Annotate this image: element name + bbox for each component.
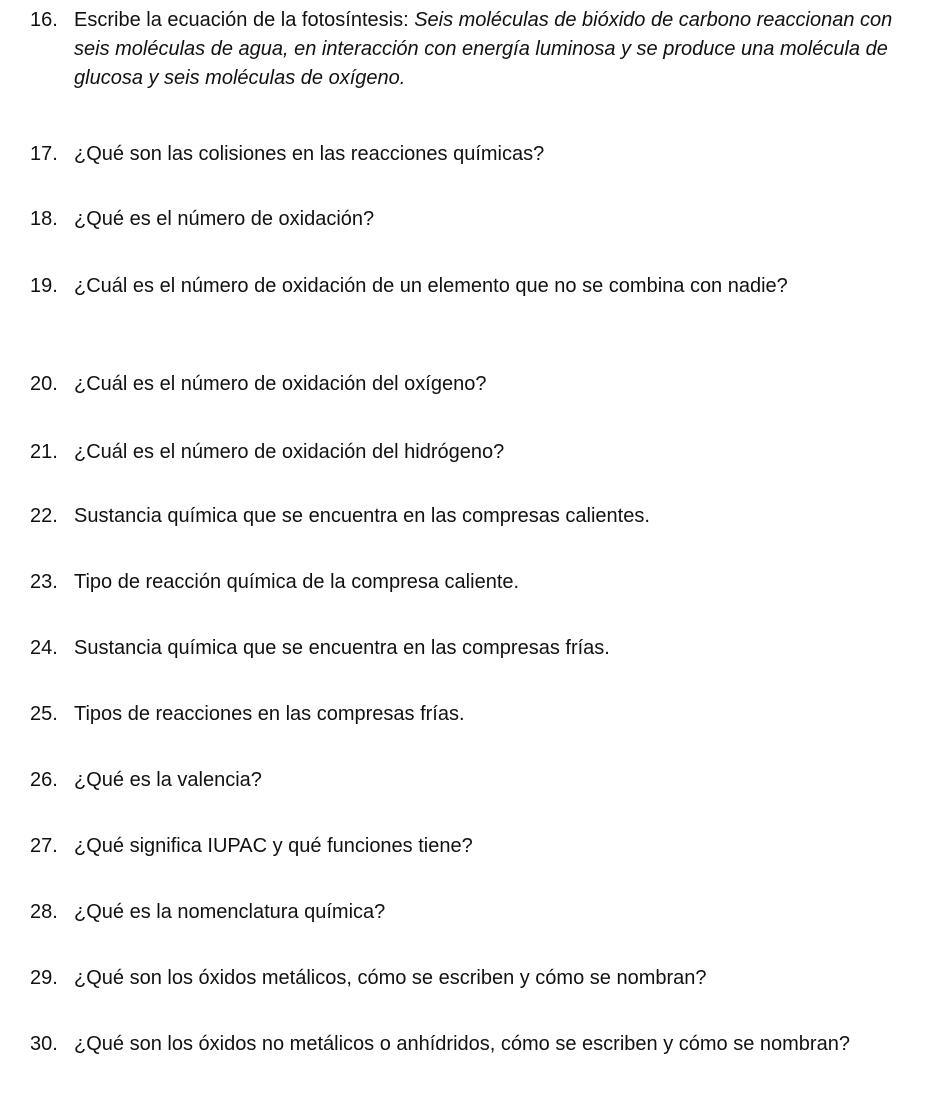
question-20 [30, 370, 920, 399]
question-text: ¿Qué es el número de oxidación? [74, 208, 375, 230]
question-29 [30, 964, 920, 993]
question-number: 18. [30, 208, 58, 230]
question-22 [30, 502, 920, 531]
question-19 [30, 272, 920, 301]
question-25 [30, 700, 920, 729]
question-text: Sustancia química que se encuentra en las compresas frías. [74, 637, 610, 659]
question-number: 19. [30, 275, 58, 297]
question-number: 26. [30, 769, 58, 791]
question-text: ¿Qué son las colisiones en las reacciones químicas? [74, 143, 545, 165]
question-number: 24. [30, 637, 58, 659]
question-number: 17. [30, 143, 58, 165]
question-number: 29. [30, 967, 58, 989]
question-number: 22. [30, 505, 58, 527]
question-28 [30, 898, 920, 927]
question-16 [30, 6, 920, 93]
question-text: ¿Cuál es el número de oxidación del hidrógeno? [74, 441, 505, 463]
question-text-italic: Seis moléculas de bióxido de carbono reaccionan con seis moléculas de agua, en interacción con energía luminosa y se produce una molécula de glucosa y seis moléculas de oxígeno. [74, 9, 893, 89]
question-number: 20. [30, 373, 58, 395]
question-number: 21. [30, 441, 58, 463]
question-24 [30, 634, 920, 663]
question-text: ¿Cuál es el número de oxidación de un elemento que no se combina con nadie? [74, 275, 788, 297]
question-text: ¿Qué son los óxidos metálicos, cómo se escriben y cómo se nombran? [74, 967, 707, 989]
question-text: Sustancia química que se encuentra en las compresas calientes. [74, 505, 650, 527]
question-number: 23. [30, 571, 58, 593]
question-30 [30, 1030, 920, 1059]
question-27 [30, 832, 920, 861]
question-number: 16. [30, 9, 58, 31]
question-text-lead: Escribe la ecuación de la fotosíntesis: [74, 9, 415, 31]
question-21 [30, 438, 920, 467]
question-text: Tipo de reacción química de la compresa caliente. [74, 571, 520, 593]
question-23 [30, 568, 920, 597]
question-text: ¿Qué es la valencia? [74, 769, 262, 791]
question-26 [30, 766, 920, 795]
question-number: 30. [30, 1033, 58, 1055]
question-text: ¿Cuál es el número de oxidación del oxígeno? [74, 373, 487, 395]
question-text [74, 6, 920, 93]
question-text: ¿Qué es la nomenclatura química? [74, 901, 386, 923]
question-text: Tipos de reacciones en las compresas frías. [74, 703, 465, 725]
question-text: ¿Qué son los óxidos no metálicos o anhídridos, cómo se escriben y cómo se nombran? [74, 1033, 850, 1055]
question-18 [30, 205, 920, 234]
question-17 [30, 140, 920, 169]
question-number: 25. [30, 703, 58, 725]
question-number: 28. [30, 901, 58, 923]
question-number: 27. [30, 835, 58, 857]
question-text: ¿Qué significa IUPAC y qué funciones tiene? [74, 835, 473, 857]
